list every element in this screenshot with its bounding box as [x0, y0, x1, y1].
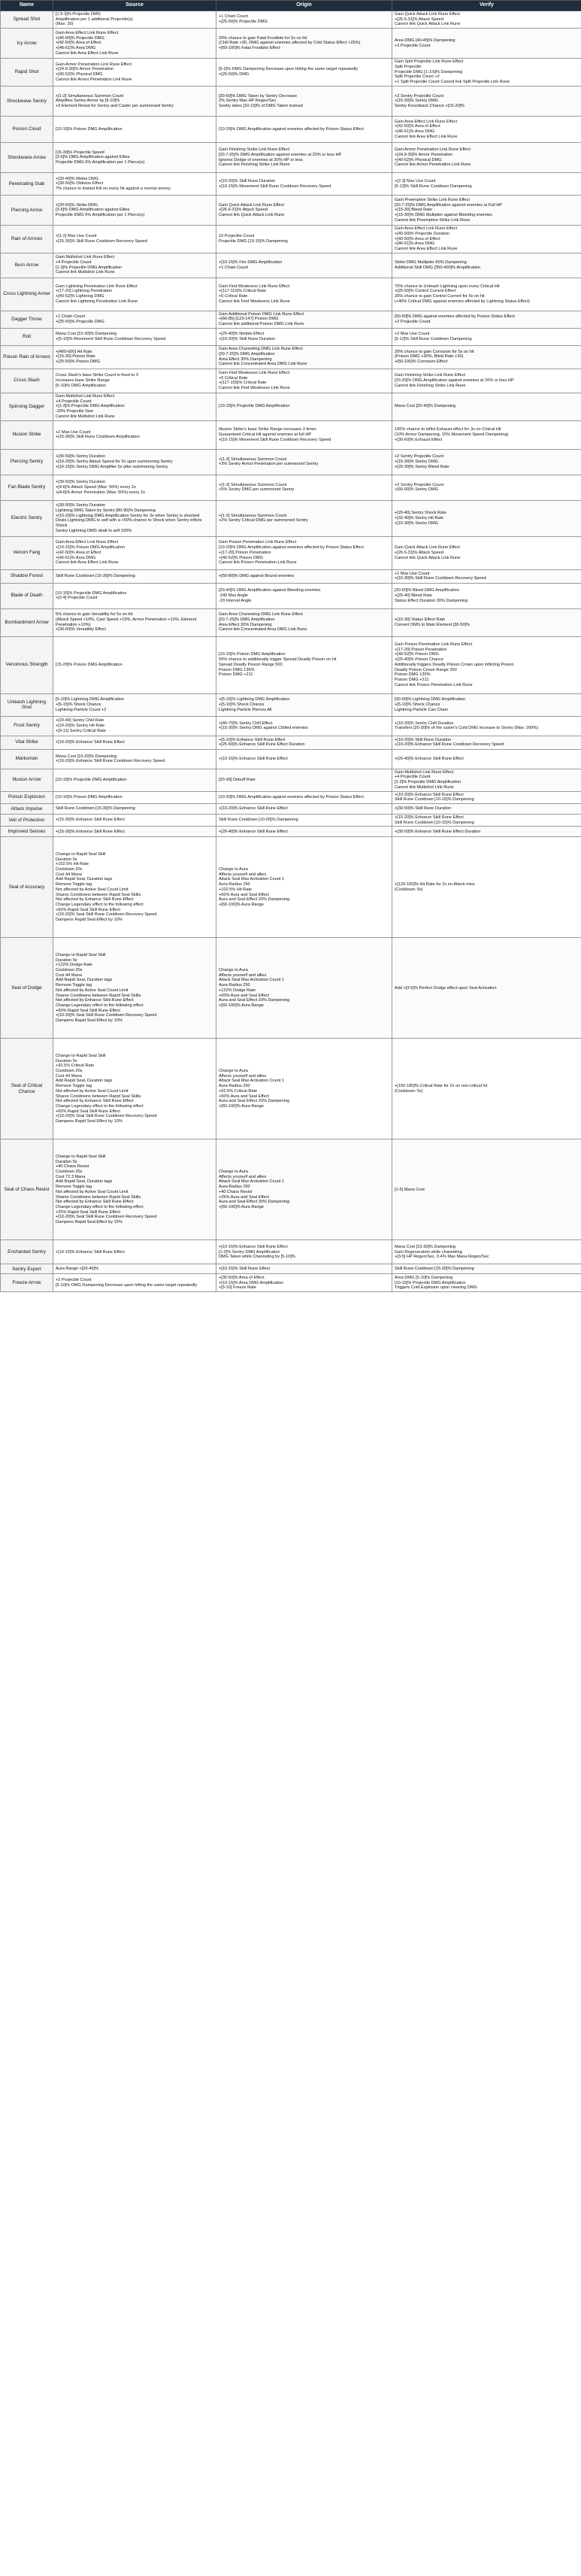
row-verify: Gain Armor Penetration Link Rune Effect +[24.9-30]% Armor Penetration +[40-52]% Physical DMG Cannot link Armor Penetration Link Rune: [392, 143, 581, 173]
row-verify: Skill Rune Cooldown [15-30]% Dampening: [392, 1264, 581, 1274]
row-name: Improved Senses: [1, 827, 53, 837]
row-verify: Gain Preemptive Strike Link Rune Effect [20.7-25]% DMG Amplification against enemies at Full HP +[15-30] Bleed Rate +[15-30]% DMG Multiplier against Bleeding enemies Cannot link Preemptive Strike Link Rune: [392, 196, 581, 226]
row-verify: Gain Poison Penetration Link Rune Effect +[17-20] Poison Penetration +[40-52]% Poison DMG +[20-40]% Poison Chance Additionally triggers Deadly Poison Crown upon inflicting Poison Deadly Poison Crown Range 350 Poison DMG 130% Poison DMG +211 Cannot link Poison Penetration Link Rune: [392, 636, 581, 693]
row-name: Blade of Death: [1, 583, 53, 608]
row-name: Poison Explosion: [1, 791, 53, 803]
row-verify: Area DMG [40-45]% Dampening +2 Projectile Count: [392, 29, 581, 59]
row-verify: 70% chance to Unleash Lightning upon every Critical Hit +[25-50]% Control Current Effect 20% chance to gain Control Current for 5s on hit (+40% Critical DMG against enemies affected by Lightning Status Effect): [392, 278, 581, 311]
table-row: [1, 814, 581, 826]
row-origin: +[1-2] Simultaneous Summon Count +2% Sentry Critical DMG per summoned Sentry: [216, 500, 392, 536]
row-origin: Skill Rune Cooldown [10-20]% Dampening: [216, 814, 392, 826]
row-origin: +[20-40]% Nimble Effect +[10-20]% Skill Rune Duration: [216, 328, 392, 345]
row-origin: +[1-2] Simultaneous Summon Count +5% Sentry DMG per summoned Sentry: [216, 475, 392, 500]
row-source: [5-10]% Lightning DMG Amplification +[5-15]% Shock Chance Lightning Particle Count +2: [53, 693, 216, 716]
row-verify: Gain Quick Attack Link Rune Effect +[26.6-31]% Attack Speed Cannot link Quick Attack Link Rune: [392, 536, 581, 569]
row-origin: 10 Projectile Count Projectile DMG [10-15]% Dampening: [216, 226, 392, 253]
row-source: [10-15]% Projectile DMG Amplification +[2-4] Projectile Count: [53, 583, 216, 608]
row-verify: +[20-40]% Enhance Skill Rune Effect: [392, 749, 581, 769]
row-source: Change to Rapid Seal Skill Duration 5s +122% Dodge Rate Cooldown 20s Cost 44 Mana Add Rapid Seal, Duration tags Remove Toggle tag Not affected by Active Seal Count Limit Shares Cooldowns between Rapid Seal Skills. Not affected by Enhance Skill Rune Effect Change Legendary effect to the following effect +60% Rapid Seal Skill Rune Effect +[10-20]% Seal Skill Rune Cooldown Recovery Speed Dampens Rapid Seal Effect by 10%: [53, 938, 216, 1039]
header-source: Source: [53, 1, 216, 11]
row-source: +[20-50]% Strike DMG [3-5]% DMG Amplification against Elites Projectile DMG 6% Amplification per 1 Pierce(s): [53, 196, 216, 226]
row-origin: Change to Aura Affects yourself and allies Attack Seal Max Activation Count 1 Aura Radius 250 +40 Chaos Resist +25% Aura and Seal Effect Aura and Seal Effect 30% Dampening +[60-100]% Aura Range: [216, 1139, 392, 1240]
row-source: Aura Range +[20-40]%: [53, 1264, 216, 1274]
table-row: [1, 59, 581, 86]
row-origin: +[50-80]% DMG against Bound enemies: [216, 569, 392, 583]
row-verify: [30-50]% Bleed DMG Amplification +[20-40] Bleed Rate Status Effect Duration 30% Dampening: [392, 583, 581, 608]
row-name: Icy Arrow: [1, 29, 53, 59]
row-verify: Gain Area Effect Link Rune Effect +[40-50]% Projectile Duration +[40-50]% Area of Effect +[46-61]% Area DMG Cannot link Area Effect Link Rune: [392, 226, 581, 253]
row-source: Gain Multishot Link Rune Effect +4 Projectile Count [1-3]% Projectile DMG Amplification Cannot link Multishot Link Rune: [53, 253, 216, 278]
row-verify: [50-60]% DMG against enemies affected by Poison Status Effect +2 Projectile Count: [392, 311, 581, 328]
row-source: Mana Cost [10-20]% Dampening +[10-20]% Enhance Skill Rune Cooldown Recovery Speed: [53, 749, 216, 769]
row-origin: +1 Chain Count +[25-50]% Projectile DMG: [216, 11, 392, 29]
table-row: [1, 449, 581, 475]
table-row: [1, 608, 581, 636]
row-verify: +[30-50]% Enhance Skill Rune Effect Duration: [392, 827, 581, 837]
row-name: Enchanted Sentry: [1, 1240, 53, 1264]
row-verify: Gain Area Effect Link Rune Effect +[42-50]% Area of Effect +[46-61]% Area DMG Cannot link Area Effect Link Rune: [392, 117, 581, 143]
table-row: [1, 837, 581, 938]
row-source: Gain Armor Penetration Link Rune Effect +[24.9-30]% Armor Penetration +[40-52]% Physical DMG Cannot link Armor Penetration Link Rune: [53, 59, 216, 86]
row-source: +[15-30]% Enhance Skill Rune Effect: [53, 827, 216, 837]
row-source: +[10-20]% Enhance Skill Rune Effect: [53, 736, 216, 749]
row-verify: +[2-3] Max Use Count [5-12]% Skill Rune Cooldown Dampening: [392, 173, 581, 196]
row-verify: 100% chance to inflict Exhaust effect for 3s on Critical Hit (10% Armor Dampening, 15% Movement Speed Dampening) +[30-60]% Exhaust Effect: [392, 420, 581, 449]
row-origin: +[10-15]% Enhance Skill Rune Effect [1-2]% Sentry DMG Amplification DMG Taken while Channeling by [5-10]%: [216, 1240, 392, 1264]
table-row: [1, 173, 581, 196]
table-row: [1, 86, 581, 117]
row-source: [15-20]% Poison DMG Amplification: [53, 636, 216, 693]
table-row: [1, 736, 581, 749]
row-source: +[15-30]% Enhance Skill Rune Effect: [53, 814, 216, 826]
row-name: Bombardment Arrow: [1, 608, 53, 636]
row-origin: Gain Area Channeling DMG Link Rune Effect [20.7-25]% DMG Amplification Area Effect 30% Dampening Cannot link Concentrated Area DMG Link Rune: [216, 345, 392, 369]
table-row: [1, 803, 581, 814]
row-name: Spread Shot: [1, 11, 53, 29]
row-origin: Gain Find Weakness Link Rune Effect +6 Critical Rate +[117-155]% Critical Rate Cannot link Find Weakness Link Rune: [216, 369, 392, 393]
row-origin: 20% chance to gain Fatal Frostbite for 5s on hit (Chill Rate +30, DMG against enemies affected by Cold Status Effect +25%) +[60-100]% Fatal Frostbite Effect: [216, 29, 392, 59]
row-verify: +[10-20]% Enhance Skill Rune Effect Skill Rune Cooldown [10-15]% Dampening: [392, 791, 581, 803]
row-verify: Add +[3-5]% Perfect Dodge effect upon Seal Activation: [392, 938, 581, 1039]
row-name: Seal of Critical Chance: [1, 1039, 53, 1139]
row-source: [10-15]% Projectile DMG Amplification: [53, 769, 216, 791]
table-row: [1, 716, 581, 736]
row-origin: [20-40]% DMG Amplification against Bleeding enemies -240 Max Angle -20 Interval Angle: [216, 583, 392, 608]
row-name: Attack Impulse: [1, 803, 53, 814]
row-source: [10-15]% Poison DMG Amplification: [53, 791, 216, 803]
row-verify: +[10-20]% Sentry Chill Duration Transfers [20-30]% of the caster's Cold DMG increase to Sentry (Max: 200%): [392, 716, 581, 736]
row-origin: +[10-20]% Enhance Skill Rune Effect: [216, 803, 392, 814]
row-verify: Gain Finishing Strike Link Rune Effect [20-25]% DMG Amplification against enemies at 20% or less HP Cannot link Finishing Strike Link Rune: [392, 369, 581, 393]
row-source: +[400-600] Hit Rate +[15-30] Poison Rate +[25-50]% Poison DMG: [53, 345, 216, 369]
table-row: [1, 693, 581, 716]
row-origin: [10-20]% DMG Amplification against enemies affected by Poison Status Effect: [216, 791, 392, 803]
table-row: [1, 226, 581, 253]
table-row: [1, 29, 581, 59]
table-row: [1, 583, 581, 608]
row-source: +2 Max Use Count +[15-30]% Skill Rune Cooldown Amplification: [53, 420, 216, 449]
row-name: Marksman: [1, 749, 53, 769]
table-row: [1, 569, 581, 583]
table-row: [1, 420, 581, 449]
row-name: Seal of Chaos Resist: [1, 1139, 53, 1240]
row-name: Poison Cloud: [1, 117, 53, 143]
row-origin: +[40-70]% Sentry Chill Effect +[15-30]% Sentry DMG against Chilled enemies: [216, 716, 392, 736]
row-verify: +[15-30] Status Effect Rate Convert DMG to Main Element [30-50]%: [392, 608, 581, 636]
table-row: [1, 791, 581, 803]
row-verify: +[20-40] Sentry Shock Rate +[32-40]% Sentry Hit Rate +[15-30]% Sentry DMG: [392, 500, 581, 536]
table-row: [1, 749, 581, 769]
header-verify: Verify: [392, 1, 581, 11]
row-name: Shockwave Arrow: [1, 143, 53, 173]
row-origin: [10-15]% Projectile DMG Amplification: [216, 393, 392, 420]
row-verify: Strike DMG Multiplier 60% Dampening Additional Skill DMG [350-400]% Amplification: [392, 253, 581, 278]
table-row: [1, 1240, 581, 1264]
header-origin: Origin: [216, 1, 392, 11]
row-source: +[20-40] Sentry Chill Rate +[10-20]% Sentry Hit Rate +[9-11] Sentry Critical Rate: [53, 716, 216, 736]
row-name: Dagger Throw: [1, 311, 53, 328]
row-origin: Gain Quick Attack Link Rune Effect +[26.6-31]% Attack Speed Cannot link Quick Attack Link Rune: [216, 196, 392, 226]
row-name: Shadow Forest: [1, 569, 53, 583]
row-verify: Area DMG [5-10]% Dampening [10-15]% Projectile DMG Amplification Triggers Cold Explosion upon cleaving DMG: [392, 1274, 581, 1292]
table-row: [1, 369, 581, 393]
row-source: +[30-50]% Sentry Duration Lightning DMG Taken by Sentry [80-90]% Dampening +[10-20]% Lightning DMG Amplification Sentry for 3s when Sentry is shocked Deals Lightning DMG to self with a +50% chance to Shock when Sentry inflicts Shock Sentry Lightning DMG dealt to self 100%: [53, 500, 216, 536]
table-row: [1, 117, 581, 143]
row-origin: +[20-40]% Enhance Skill Rune Effect: [216, 827, 392, 837]
row-source: +2 Projectile Count [5-10]% DMG Dampening Decrease upon hitting the same target repeatedly: [53, 1274, 216, 1292]
table-row: [1, 500, 581, 536]
row-origin: +[5-10]% Enhance Skill Rune Effect +[25-50]% Enhance Skill Rune Effect Duration: [216, 736, 392, 749]
row-verify: +2 Sentry Projectile Count +[15-30]% Sentry DMG Sentry Knockback Chance +[15-20]%: [392, 86, 581, 117]
row-verify: Gain Quick Attack Link Rune Effect +[26.6-31]% Attack Speed Cannot link Quick Attack Link Rune: [392, 11, 581, 29]
row-name: Illusion Arrow: [1, 769, 53, 791]
row-verify: +2 Max Use Count [5-12]% Skill Rune Cooldown Dampening: [392, 328, 581, 345]
row-origin: [10-15]% Poison DMG Amplification 50% chance to additionally trigger Spread Deadly Poison on hit Spread Deadly Poison Range 500 Poison DMG 136% Poison DMG +211: [216, 636, 392, 693]
row-name: Vital Strike: [1, 736, 53, 749]
row-name: Rapid Shot: [1, 59, 53, 86]
table-row: [1, 196, 581, 226]
table-row: [1, 328, 581, 345]
row-source: Gain Multishot Link Rune Effect +4 Projectile Count +[1-3]% Projectile DMG Amplification -20% Projectile Size Cannot link Multishot Link Rune: [53, 393, 216, 420]
row-origin: +[10-20]% Skill Rune Duration +[10-15]% Movement Skill Rune Cooldown Recovery Speed: [216, 173, 392, 196]
row-name: Cross Lightning Arrow: [1, 278, 53, 311]
row-verify: +[30-50]% Skill Rune Duration: [392, 803, 581, 814]
table-row: [1, 769, 581, 791]
table-row: [1, 11, 581, 29]
table-row: [1, 278, 581, 311]
row-origin: +[10-15]% Fire DMG Amplification +1 Chain Count: [216, 253, 392, 278]
row-name: Piercing Sentry: [1, 449, 53, 475]
row-verify: Gain Multishot Link Rune Effect +4 Projectile Count [1-3]% Projectile DMG Amplification Cannot link Multishot Link Rune: [392, 769, 581, 791]
row-source: [15-30]% Projectile Speed [3-5]% DMG Amplification against Elites Projectile DMG 6% Amplification per 1 Pierce(s): [53, 143, 216, 173]
row-origin: [30-50]% DMG Taken by Sentry Decrease 2% Sentry Max HP Regen/Sec Sentry takes [10-15]% of DMG Taken instead: [216, 86, 392, 117]
table-row: [1, 253, 581, 278]
row-verify: +2 Sentry Projectile Count +[60-90]% Sentry DMG: [392, 475, 581, 500]
row-name: Roll: [1, 328, 53, 345]
row-verify: [1-5] Mana Cost: [392, 1139, 581, 1240]
row-origin: Change to Aura Affects yourself and allies Attack Seal Max Activation Count 1 Aura Radius 250 +92.5% Critical Rate +60% Aura and Seal Effect Aura and Seal Effect 20% Dampening +[60-100]% Aura Range: [216, 1039, 392, 1139]
row-name: Cross Slash: [1, 369, 53, 393]
row-name: Poison Rain of Arrows: [1, 345, 53, 369]
row-source: Gain Area Effect Link Rune Effect +[40-60]% Projectile DMG +[42-50]% Area of Effect +[46-61]% Area DMG Cannot link Area Effect Link Rune: [53, 29, 216, 59]
table-row: [1, 827, 581, 837]
row-source: [10-15]% Poison DMG Amplification: [53, 117, 216, 143]
row-source: Skill Rune Cooldown [15-30]% Dampening: [53, 569, 216, 583]
table-row: [1, 311, 581, 328]
row-name: Burn Arrow: [1, 253, 53, 278]
table-row: [1, 1039, 581, 1139]
row-verify: Mana Cost [15-30]% Dampening Gain Regeneration while channeling +[3-5] HP Regen/Sec, 0.4% Max Mana Regen/Sec: [392, 1240, 581, 1264]
row-verify: Gain Split Projectile Link Rune Effect Split Projectile Projectile DMG [1-3.6]% Dampening Split Projectile Count +2 +1 Split Projectile Count Cannot link Split Projectile Link Rune: [392, 59, 581, 86]
row-verify: +[10-20]% Skill Rune Duration +[10-20]% Enhance Skill Rune Cooldown Recovery Speed: [392, 736, 581, 749]
row-source: Change to Rapid Seal Skill Duration 5s +92.5% Critical Rate Cooldown 20s Cost 44 Mana Add Rapid Seal, Duration tags Remove Toggle tag Not affected by Active Seal Count Limit Shares Cooldowns between Rapid Seal Skills. Not affected by Enhance Skill Rune Effect Change Legendary effect to the following effect +60% Rapid Seal Skill Rune Effect +[10-20]% Seal Skill Rune Cooldown Recovery Speed Dampens Rapid Seal Effect by 10%: [53, 1039, 216, 1139]
row-source: Mana Cost [15-30]% Dampening +[5-10]% Movement Skill Rune Cooldown Recovery Speed: [53, 328, 216, 345]
table-row: [1, 536, 581, 569]
row-source: [1.5-3]% Projectile DMG Amplification per 1 additional Projectile(s) (Max: 30): [53, 11, 216, 29]
row-verify: 20% chance to gain Corrosion for 5s on hit (Poison DMG +30%, Blind Rate +20) +[50-100]% Corrosion Effect: [392, 345, 581, 369]
row-source: Change to Rapid Seal Skill Duration 5s +102.5% Hit Rate Cooldown 20s Cost 44 Mana Add Rapid Seal, Duration tags Remove Toggle tag Not affected by Active Seal Count Limit Shares Cooldowns between Rapid Seal Skills. Not affected by Enhance Skill Rune Effect Change Legendary effect to the following effect +60% Rapid Seal Skill Rune Effect +[10-20]% Seal Skill Rune Cooldown Recovery Speed Dampens Rapid Seal Effect by 10%: [53, 837, 216, 938]
row-origin: +[10-15]% Enhance Skill Rune Effect: [216, 749, 392, 769]
row-source: Gain Lightning Penetration Link Rune Effect +[17-20] Lightning Penetration +[40-52]% Lightning DMG Cannot link Lightning Penetration Link Rune: [53, 278, 216, 311]
row-source: +[30-50]% Sentry Duration +[4-6]% Attack Speed (Max: 50%) every 2s +[4-6]% Armor Penetration (Max: 50%) every 2s: [53, 475, 216, 500]
row-verify: +[120-150]% Hit Rate for 2s on Attack miss (Cooldown: 5s): [392, 837, 581, 938]
row-source: +[1-2] Max Use Count +[15-30]% Skill Rune Cooldown Recovery Speed: [53, 226, 216, 253]
row-verify: +1 Max Use Count +[15-30]% Skill Rune Cooldown Recovery Speed: [392, 569, 581, 583]
row-name: Freeze Arrow: [1, 1274, 53, 1292]
row-origin: [20-30] Debuff Rate: [216, 769, 392, 791]
row-origin: Gain Poison Penetration Link Rune Effect [10-20]% DMG Amplification against enemies affected by Poison Status Effect +[17-20] Poison Penetration +[40-52]% Poison DMG Cannot link Poison Penetration Link Rune: [216, 536, 392, 569]
row-verify: Mana Cost [20-40]% Dampening: [392, 393, 581, 420]
row-origin: Gain Finishing Strike Link Rune Effect [20.7-25]% DMG Amplification against enemies at 20% or less HP Ignores Dodge of enemies at 20% HP or less Cannot link Finishing Strike Link Rune: [216, 143, 392, 173]
row-verify: +2 Sentry Projectile Count +[15-30]% Sentry DMG +[20-30]% Sentry Bleed Rate: [392, 449, 581, 475]
row-name: Venomous Strength: [1, 636, 53, 693]
row-name: Sentry Expert: [1, 1264, 53, 1274]
row-name: Shockwave Sentry: [1, 86, 53, 117]
row-name: Veil of Protection: [1, 814, 53, 826]
row-source: +1 Chain Count +[25-50]% Projectile DMG: [53, 311, 216, 328]
row-name: Electric Sentry: [1, 500, 53, 536]
row-origin: Illusion Strike's base Strike Range increases 3 times Guaranteed Critical Hit against enemies at full HP +[10-15]% Movement Skill Rune Cooldown Recovery Speed: [216, 420, 392, 449]
row-source: +[1-2] Simultaneous Summon Count Amplifies Sentry Armor by [5-10]% +3 Element Resist for Sentry and Caster per summoned Sentry: [53, 86, 216, 117]
row-source: +[10-15]% Enhance Skill Rune Effect: [53, 1240, 216, 1264]
row-source: +[20-40]% Melee DMG +[30-50]% Oblivion Effect 7% chance to Instant Kill on every hit against a normal enemy: [53, 173, 216, 196]
table-row: [1, 1274, 581, 1292]
header-row: [1, 1, 581, 11]
row-name: Piercing Arrow: [1, 196, 53, 226]
row-origin: [10-20]% DMG Amplification against enemies affected by Poison Status Effect: [216, 117, 392, 143]
table-row: [1, 393, 581, 420]
header-name: Name: [1, 1, 53, 11]
table-row: [1, 1139, 581, 1240]
table-row: [1, 475, 581, 500]
row-name: Rain of Arrows: [1, 226, 53, 253]
table-row: [1, 1264, 581, 1274]
row-origin: +[30-50]% Area of Effect +[10-15]% Area DMG Amplification +[5-10] Freeze Rate: [216, 1274, 392, 1292]
row-source: 5% chance to gain Versatility for 5s on hit (Attack Speed +10%, Cast Speed +10%, Armor Penetration +10%, Element Penetration +10%) +[30-60]% Versatility Effect: [53, 608, 216, 636]
row-source: +[30-50]% Sentry Duration +[10-20]% Sentry Attack Speed for 5s upon summoning Sentry +[10-15]% Sentry DMG Amplifier 5s after summoning Sentry: [53, 449, 216, 475]
row-verify: [30-50]% Lightning DMG Amplification +[5-10]% Shock Chance Lightning Particle Can Chain: [392, 693, 581, 716]
row-name: Venom Fang: [1, 536, 53, 569]
row-origin: Gain Find Weakness Link Rune Effect +[117-115]% Critical Rate +6 Critical Rate Cannot link Find Weakness Link Rune: [216, 278, 392, 311]
row-verify: +[150-180]% Critical Rate for 2s on non-critical hit (Cooldown: 5s): [392, 1039, 581, 1139]
row-source: Skill Rune Cooldown [15-30]% Dampening: [53, 803, 216, 814]
row-name: Spinning Dagger: [1, 393, 53, 420]
row-source: Gain Area Effect Link Rune Effect +[10-15]% Poison DMG Amplification +[42-50]% Area of Effect +[46-61]% Area DMG Cannot link Area Effect Link Rune: [53, 536, 216, 569]
row-origin: Gain Area Channeling DMG Link Rune Effect [20.7-25]% DMG Amplification Area Effect 30% Dampening Cannot link Concentrated Area DMG Link Rune: [216, 608, 392, 636]
row-name: Illusion Strike: [1, 420, 53, 449]
row-origin: Change to Aura Affects yourself and allies Attack Seal Max Activation Count 1 Aura Radius 250 +122% Dodge Rate +60% Aura and Seal Effect Aura and Seal Effect 20% Dampening +[60-100]% Aura Range: [216, 938, 392, 1039]
row-name: Unleash Lightning Shot: [1, 693, 53, 716]
row-verify: +[15-20]% Enhance Skill Rune Effect Skill Rune Cooldown [10-15]% Dampening: [392, 814, 581, 826]
row-name: Frost Sentry: [1, 716, 53, 736]
row-source: Cross Slash's base Strike Count is fixed to 3 Increases base Strike Range [5-10]% DMG Amplification: [53, 369, 216, 393]
row-origin: Change to Aura Affects yourself and allies Attack Seal Max Activation Count 1 Aura Radius 250 +102.5% Hit Rate +60% Aura and Seal Effect Aura and Seal Effect 20% Dampening +[60-100]% Aura Range: [216, 837, 392, 938]
row-origin: [5-2]% DMG Dampening Decrease upon hitting the same target repeatedly +[25-50]% DMG: [216, 59, 392, 86]
row-origin: +[5-15]% Lightning DMG Amplification +[5-10]% Shock Chance Lightning Particle Pierces All: [216, 693, 392, 716]
row-name: Seal of Dodge: [1, 938, 53, 1039]
row-source: Change to Rapid Seal Skill Duration 5s +40 Chaos Resist Cooldown 25s Cost 72.3 Mana Add Rapid Seal, Duration tags Remove Toggle tag Not affected by Active Seal Count Limit Shares Cooldowns between Rapid Seal Skills. Not affected by Enhance Skill Rune Effect Change Legendary effect to the following effect +25% Rapid Seal Skill Rune Effect +[10-20]% Seal Skill Rune Cooldown Recovery Speed Dampens Rapid Seal Effect by 15%: [53, 1139, 216, 1240]
table-row: [1, 938, 581, 1039]
row-origin: Gain Additional Poison DMG Link Rune Effect +[66-85]-[123-147] Poison DMG Cannot link additional Poison DMG Link Rune: [216, 311, 392, 328]
row-name: Seal of Accuracy: [1, 837, 53, 938]
table-row: [1, 345, 581, 369]
row-name: Fan Blade Sentry: [1, 475, 53, 500]
table-row: [1, 143, 581, 173]
row-origin: +[1-2] Simultaneous Summon Count +3% Sentry Armor Penetration per summoned Sentry: [216, 449, 392, 475]
table-row: [1, 636, 581, 693]
row-name: Penetrating Stab: [1, 173, 53, 196]
row-origin: +[10-15]% Skill Rune Effect: [216, 1264, 392, 1274]
